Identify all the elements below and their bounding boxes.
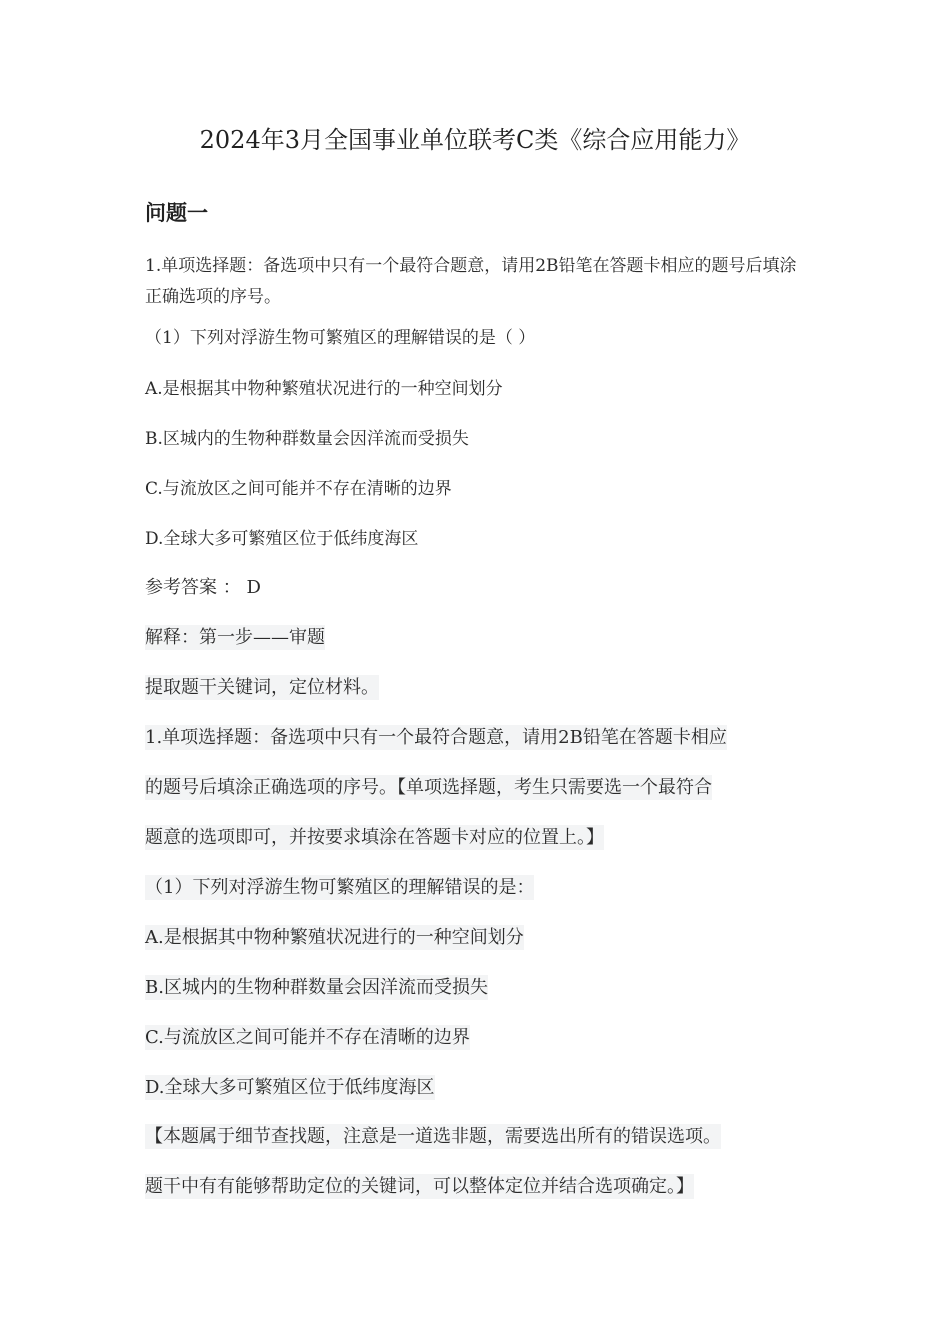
instruction-text: 1.单项选择题：备选项中只有一个最符合题意，请用2B铅笔在答题卡相应的题号后填涂正确选项的序号。 — [145, 256, 797, 307]
quoted-instruction-line: 1.单项选择题：备选项中只有一个最符合题意，请用2B铅笔在答题卡相应 — [145, 727, 727, 748]
quoted-instruction-line: 的题号后填涂正确选项的序号。【单项选择题，考生只需要选一个最符合 — [145, 777, 712, 798]
section-heading: 问题一 — [145, 200, 208, 225]
option-b: B.区城内的生物种群数量会因洋流而受损失 — [145, 429, 469, 449]
page-title: 2024年3月全国事业单位联考C类《综合应用能力》 — [199, 126, 751, 154]
explanation-note-line: 【本题属于细节查找题，注意是一道选非题，需要选出所有的错误选项。 — [145, 1126, 721, 1147]
option-c: C.与流放区之间可能并不存在清晰的边界 — [145, 479, 452, 499]
explanation-step: 解释：第一步——审题 — [145, 627, 325, 648]
explanation-extract: 提取题干关键词，定位材料。 — [145, 677, 379, 698]
reference-answer: 参考答案 ： D — [145, 577, 261, 598]
question-text: （1）下列对浮游生物可繁殖区的理解错误的是（ ） — [145, 328, 536, 348]
quoted-option-d: D.全球大多可繁殖区位于低纬度海区 — [145, 1077, 435, 1098]
quoted-option-a: A.是根据其中物种繁殖状况进行的一种空间划分 — [145, 927, 524, 948]
quoted-option-c: C.与流放区之间可能并不存在清晰的边界 — [145, 1027, 470, 1048]
option-d: D.全球大多可繁殖区位于低纬度海区 — [145, 529, 419, 549]
option-a: A.是根据其中物种繁殖状况进行的一种空间划分 — [145, 379, 503, 399]
quoted-instruction-line: 题意的选项即可，并按要求填涂在答题卡对应的位置上。】 — [145, 827, 604, 848]
explanation-note-line: 题干中有有能够帮助定位的关键词，可以整体定位并结合选项确定。】 — [145, 1176, 694, 1197]
quoted-question: （1）下列对浮游生物可繁殖区的理解错误的是： — [145, 877, 535, 898]
quoted-option-b: B.区城内的生物种群数量会因洋流而受损失 — [145, 977, 488, 998]
